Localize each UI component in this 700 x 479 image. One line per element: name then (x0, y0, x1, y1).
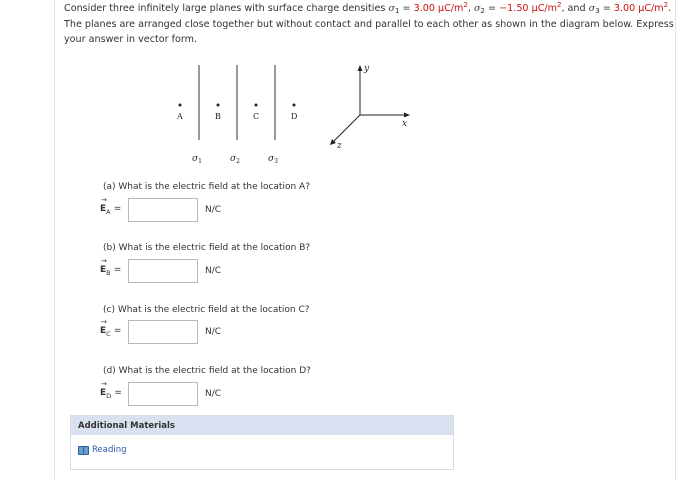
reading-link-label: Reading (92, 445, 127, 455)
e-d-label: → $E_D$ = (100, 380, 122, 400)
e-d-input[interactable] (128, 382, 198, 406)
e-a-input[interactable] (128, 198, 198, 222)
e-c-label: → $E_C$ = (100, 318, 122, 338)
e-a-label: → $E_A$ = (100, 196, 122, 216)
book-icon (78, 446, 89, 455)
point-b-dot (217, 104, 220, 107)
question-d: (d) What is the electric field at the location D? (103, 366, 311, 376)
point-c-label: C (253, 112, 260, 121)
e-b-label: → $E_B$ = (100, 257, 122, 277)
point-a-label: A (177, 112, 183, 121)
answer-row-d (100, 380, 221, 408)
e-c-input[interactable] (128, 320, 198, 344)
e-b-unit: N/C (205, 266, 222, 276)
point-d-dot (293, 104, 296, 107)
reading-link[interactable] (78, 445, 127, 455)
sigma3-value: 3.00 $\mu C/m^2$ (613, 1, 669, 14)
sigma-2-label: $\sigma_2$ (230, 154, 240, 165)
problem-statement (64, 1, 676, 48)
question-c: (c) What is the electric field at the location C? (103, 305, 310, 315)
planes-diagram (165, 60, 425, 175)
x-axis-label: x (402, 119, 408, 129)
y-axis-arrowhead (358, 65, 363, 71)
e-c-unit: N/C (205, 327, 222, 337)
answer-row-a (100, 196, 221, 224)
problem-line-2: The planes are arranged close together but without contact and parallel to each other as shown in the diagram below. Express (64, 18, 674, 30)
z-axis (333, 115, 360, 142)
sigma1-value: 3.00 $\mu C/m^2$ (413, 1, 468, 14)
y-axis-label: y (364, 64, 370, 74)
problem-line-3: your answer in vector form. (64, 34, 198, 45)
additional-materials-panel (70, 415, 454, 470)
answer-row-c (100, 318, 221, 346)
e-a-unit: N/C (205, 205, 222, 215)
point-c-dot (255, 104, 258, 107)
sigma2-value: −1.50 $\mu C/m^2$ (499, 1, 562, 14)
e-d-unit: N/C (205, 389, 222, 399)
point-d-label: D (291, 112, 298, 121)
problem-line-1: Consider three infinitely large planes with surface charge densities $\sigma_1 = 3.00$ $\mu C/m^2$, $\sigma_2 = -1.50$ $\mu C/m^2$, and $\sigma_3 = 3.00$ $\mu C/m^2$. (64, 1, 672, 15)
answer-row-b (100, 257, 221, 285)
z-axis-label: z (337, 141, 342, 151)
question-b: (b) What is the electric field at the location B? (103, 243, 311, 253)
sigma-3-label: $\sigma_3$ (268, 154, 278, 165)
additional-materials-header: Additional Materials (71, 416, 453, 435)
sigma-1-label: $\sigma_1$ (192, 154, 202, 165)
e-b-input[interactable] (128, 259, 198, 283)
point-a-dot (179, 104, 182, 107)
point-b-label: B (215, 112, 221, 121)
question-a: (a) What is the electric field at the location A? (103, 182, 310, 192)
x-axis-arrowhead (404, 113, 410, 118)
